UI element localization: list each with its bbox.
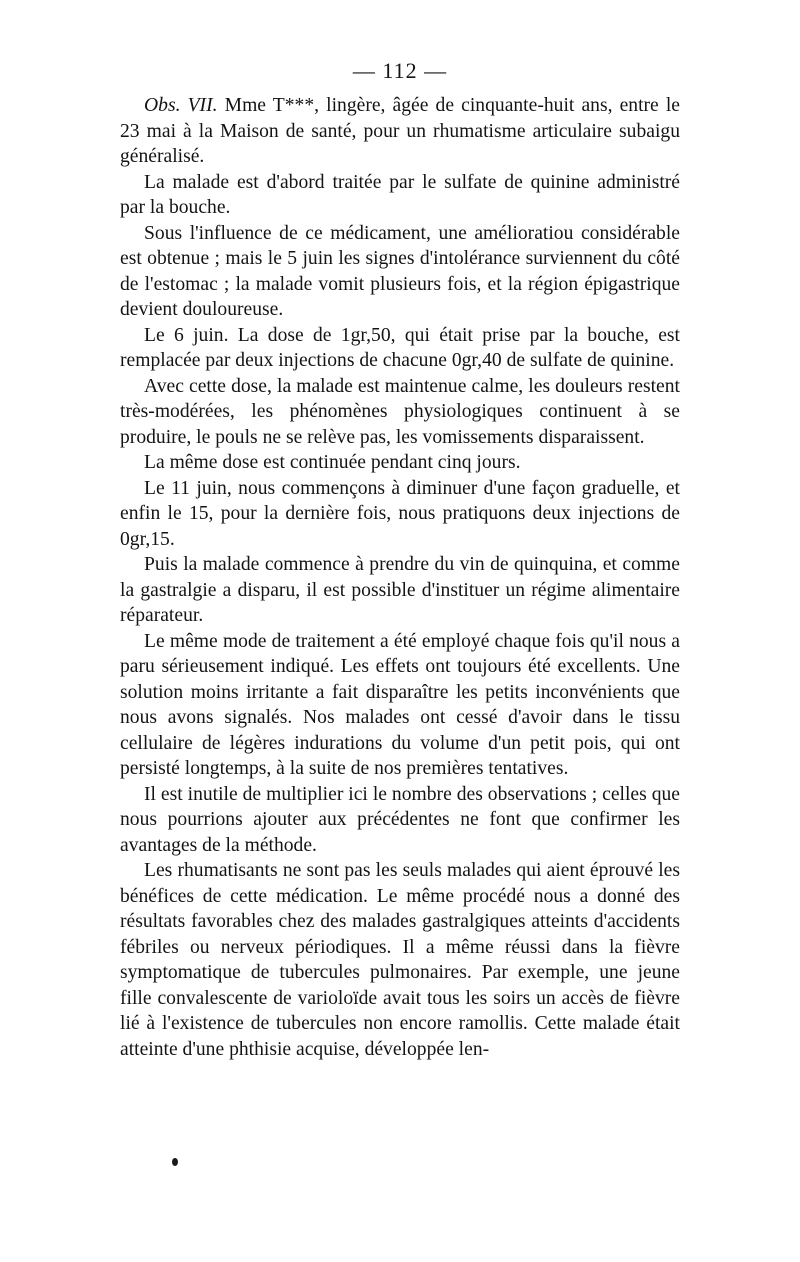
paragraph: Le même mode de traitement a été employé chaque fois qu'il nous a paru sérieusement indiqué. Les effets ont toujours été excellents. Une solution moins irritante a fait disparaître les petits inconvénients que nous avons signalés. Nos malades ont cessé d'avoir dans le tissu cellulaire de légères indurations du volume d'un petit pois, qui ont persisté longtemps, à la suite de nos premières tentatives. xyxy=(120,630,680,779)
paragraph: Puis la malade commence à prendre du vin de quinquina, et comme la gastralgie a disparu, il est possible d'instituer un régime alimentaire réparateur. xyxy=(120,554,680,626)
paragraph: Les rhumatisants ne sont pas les seuls malades qui aient éprouvé les bénéfices de cette médication. Le même procédé nous a donné des résultats favorables chez des malades gastralgiques atteints d'accidents fébriles ou nerveux périodiques. Il a même réussi dans la fièvre symptomatique de tubercules pulmonaires. Par exemple, une jeune fille convalescente de varioloïde avait tous les soirs un accès de fièvre lié à l'existence de tubercules non encore ramollis. Cette malade était atteinte d'une phthisie acquise, développée len- xyxy=(120,860,680,1060)
paragraph: Il est inutile de multiplier ici le nombre des observations ; celles que nous pourrions ajouter aux précédentes ne font que confirmer les avantages de la méthode. xyxy=(120,783,680,856)
paragraph: La même dose est continuée pendant cinq jours. xyxy=(144,452,521,473)
observation-label: Obs. VII. xyxy=(144,95,218,116)
paragraph-obs-vii xyxy=(120,93,680,170)
paragraph-text: Mme T***, lingère, âgée de cinquante-huit ans, entre le 23 mai à la Maison de santé, pour un rhumatisme articulaire subaigu généralisé. xyxy=(120,95,680,167)
paragraph: Le 6 juin. La dose de 1gr,50, qui était prise par la bouche, est remplacée par deux injections de chacune 0gr,40 de sulfate de quinine. xyxy=(120,324,680,371)
ink-dot-mark xyxy=(172,1158,178,1166)
paragraph: Le 11 juin, nous commençons à diminuer d'une façon graduelle, et enfin le 15, pour la dernière fois, nous pratiquons deux injections de 0gr,15. xyxy=(120,477,680,550)
paragraph: Avec cette dose, la malade est maintenue calme, les douleurs restent très-modérées, les phénomènes physiologiques continuent à se produire, le pouls ne se relève pas, les vomissements disparaissent. xyxy=(120,375,680,448)
paragraph: Sous l'influence de ce médicament, une amélioratiou considérable est obtenue ; mais le 5 juin les signes d'intolérance surviennent du côté de l'estomac ; la malade vomit plusieurs fois, et la région épigastrique devient douloureuse. xyxy=(120,222,680,320)
page-number: — 112 — xyxy=(352,58,448,83)
body-text xyxy=(120,93,680,1062)
paragraph: La malade est d'abord traitée par le sulfate de quinine administré par la bouche. xyxy=(120,171,680,218)
